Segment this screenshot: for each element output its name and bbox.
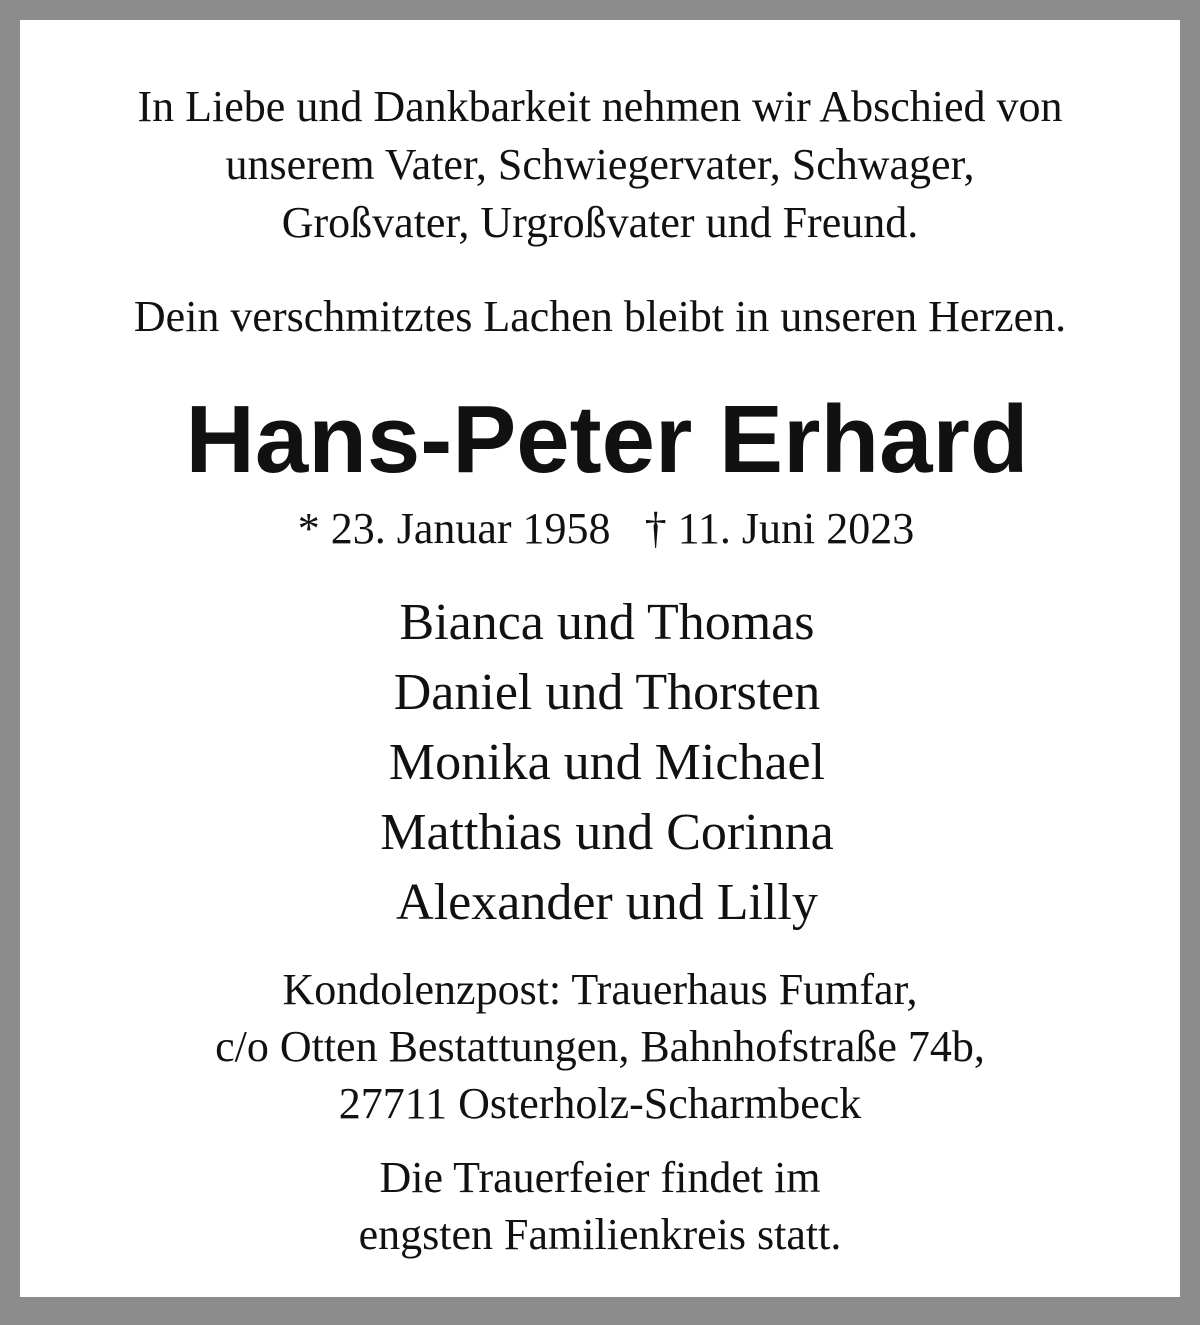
family-member-line: Bianca und Thomas: [399, 594, 815, 651]
address-line: c/o Otten Bestattungen, Bahnhofstraße 74b,: [215, 1022, 985, 1071]
motto-text: Dein verschmitztes Lachen bleibt in unseren Herzen.: [133, 292, 1067, 341]
intro-text: [20, 78, 1180, 252]
address-line: 27711 Osterholz-Scharmbeck: [338, 1079, 862, 1128]
ceremony-line: Die Trauerfeier findet im: [379, 1153, 821, 1202]
life-dates: [20, 500, 1180, 558]
deceased-name: Hans-Peter Erhard: [185, 386, 1029, 493]
ceremony-line: engsten Familienkreis statt.: [358, 1210, 842, 1259]
intro-line: Großvater, Urgroßvater und Freund.: [281, 198, 919, 247]
birth-date: * 23. Januar 1958: [297, 504, 611, 553]
family-member-line: Monika und Michael: [388, 734, 826, 791]
family-member-line: Alexander und Lilly: [396, 874, 818, 931]
address-line: Kondolenzpost: Trauerhaus Fumfar,: [282, 965, 918, 1014]
death-date: † 11. Juni 2023: [644, 504, 915, 553]
family-list: [20, 588, 1180, 938]
condolence-address: [20, 961, 1180, 1132]
family-member-line: Matthias und Corinna: [380, 804, 834, 861]
ceremony-note: [20, 1149, 1180, 1263]
intro-line: In Liebe und Dankbarkeit nehmen wir Abschied von: [137, 82, 1063, 131]
intro-line: unserem Vater, Schwiegervater, Schwager,: [225, 140, 975, 189]
obituary-notice: [20, 20, 1180, 1297]
family-member-line: Daniel und Thorsten: [393, 664, 821, 721]
